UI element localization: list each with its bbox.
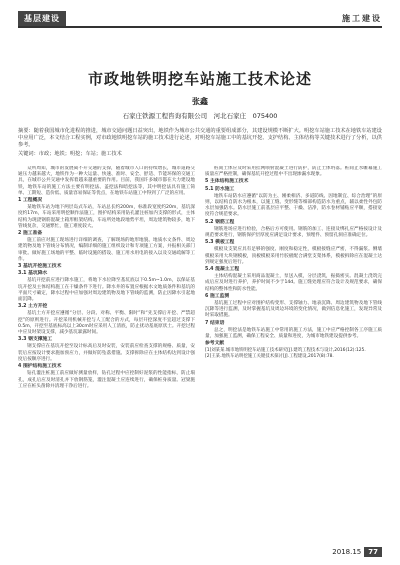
section-heading: 2 施工准备	[18, 231, 43, 237]
body-paragraph: 钢筋进场应进行检验，合格后方可使用。钢筋的加工、连接及绑扎应严格按设计及规范要求进行，钢筋保护层厚度应满足设计要求，预埋件、预留孔洞应准确定位。	[205, 226, 382, 239]
section-heading: 5.2 钢筋工程	[205, 219, 235, 225]
body-paragraph: 众所周知，城市的发展离不开交通的支撑，随着城市人口的持续增长，城市道路交通压力越来越大，地铁作为一种大运量、快速、准时、安全、舒适、节能环保的交通工具，在城市公共交通中发挥着越来越重要的作用。目前，我国许多城市都在大力建设地铁，地铁车站的施工方法主要有明挖法、盖挖法和暗挖法等，其中明挖法具有施工简单、工期短、造价低、质量容易保证等优点，在地铁车站施工中得到了广泛的应用。	[18, 166, 195, 196]
section-tag: 基层建设	[18, 11, 66, 26]
reference-item: [1]刘某某.城市地铁明挖车站施工技术研究[J].建筑工程技术与设计,2016(12):125.	[205, 348, 366, 354]
section-heading: 7 结束语	[205, 320, 225, 326]
section-heading: 5.1 防水施工	[205, 186, 235, 192]
page-footer	[18, 547, 382, 557]
body-paragraph: 基坑土方开挖应遵循“分层、分段、对称、平衡、限时”和“先支撑后开挖、严禁超挖”的原则进行。开挖采用机械开挖与人工配合的方式，每层开挖深度不宜超过支撑下0.5m，开挖至基底标高以上30cm时应采用人工清底，防止扰动基底原状土。开挖过程中应及时架设支撑，减少基坑暴露时间。	[18, 311, 195, 336]
author-affiliation: 石家庄铁源工程咨询有限公司 河北石家庄 075400	[122, 112, 278, 120]
issue-number: 2018.15	[332, 548, 362, 556]
section-heading: 3 基坑开挖施工技术	[18, 264, 62, 270]
body-paragraph: 地铁车站防水应遵循“以防为主、刚柔相济、多道防线、因地制宜、综合治理”的原则，以结构自防水为根本，以施工缝、变形缝等细部构造防水为重点，辅以柔性外包防水层加强防水。防水层施工前基层应平整、干燥、洁净，防水卷材铺贴应平顺，搭接宽度符合规范要求。	[205, 193, 382, 218]
article-keywords: 关键词：市政；地铁；明挖；车站；施工技术	[18, 151, 122, 157]
reference-item: [2]王某.地铁车站明挖施工关键技术探讨[J].工程建设,2017(8):78.	[205, 354, 334, 360]
body-paragraph: 总之，明挖法是地铁车站施工中常用的施工方法，施工中应严格控制各工序施工质量，加强施工监测，确保工程安全、质量和进度，为城市地铁建设提供参考。	[205, 327, 382, 340]
section-heading: 5 主体结构施工技术	[205, 179, 249, 185]
section-heading: 4 围护结构施工技术	[18, 364, 62, 370]
section-heading: 6 施工监测	[205, 293, 230, 299]
article-body	[18, 166, 382, 561]
section-heading: 5.4 混凝土工程	[205, 267, 240, 273]
body-column-right	[205, 166, 382, 561]
body-paragraph: 桩间土体应及时采用挂网喷射混凝土进行防护，防止土体坍落。桩间止水帷幕施工质量应严格控制，确保基坑开挖过程中不出现渗漏水现象。	[205, 166, 382, 178]
article-author: 张鑫	[192, 97, 208, 106]
section-heading: 1 工程概况	[18, 198, 43, 204]
column-tag: 施工建设	[342, 13, 382, 23]
body-paragraph: 基坑开挖前应进行降水施工，将地下水位降至基坑底以下0.5m~1.0m，以保证基坑开挖及主体结构施工在干燥条件下进行。降水井的布置应根据水文地质条件和基坑的平面尺寸确定，降水过程中应加强对周边建筑物及地下管线的监测，防止因降水引起地面沉降。	[18, 278, 195, 303]
body-paragraph: 主体结构混凝土采用商品混凝土，泵送入模，分层浇筑，振捣密实。混凝土浇筑完成后应及时进行养护，养护时间不少于14d。施工缝处理应符合设计及规范要求，确保结构的整体性和防水性能。	[205, 274, 382, 292]
body-paragraph: 钢支撑应在基坑开挖至设计标高后及时安装，安装前应检查支撑的规格、质量，安装后应按设计要求施加预应力，并做好防坠落措施。支撑拆除应在主体结构达到设计强度后按顺序进行。	[18, 344, 195, 362]
body-paragraph: 模板及支架应具有足够的强度、刚度和稳定性，模板接缝应严密，不得漏浆。侧墙模板采用大块钢模板，顶板模板采用竹胶板配合满堂支架体系，模板拆除应在混凝土达到规定强度后进行。	[205, 247, 382, 265]
section-heading: 3.1 基坑降水	[18, 271, 48, 277]
journal-header	[18, 10, 382, 28]
body-paragraph: 钻孔灌注桩施工前应做好测量放样，钻孔过程中应控制好泥浆的性能指标，防止塌孔，成孔后应及时清孔并下放钢筋笼，灌注混凝土应连续进行，确保桩身质量。冠梁施工应在桩头凿除并清理干净后进行。	[18, 371, 195, 389]
section-heading: 3.2 土方开挖	[18, 304, 48, 310]
body-column-left	[18, 166, 195, 561]
section-heading: 3.3 钢支撑施工	[18, 337, 53, 343]
page-number: 77	[364, 547, 382, 557]
section-heading: 参考文献	[205, 341, 225, 347]
body-paragraph: 某地铁车站为地下两层岛式车站，车站总长约200m，标准段宽度约20m，基坑深度约17m，车站采用明挖顺作法施工，围护结构采用钻孔灌注桩加内支撑的形式，主体结构为现浇钢筋混凝土箱形框架结构。车站所处地段地势平坦，周边建筑物较多，地下管线复杂，交通繁忙，施工难度较大。	[18, 205, 195, 229]
section-heading: 5.3 模板工程	[205, 240, 235, 246]
body-paragraph: 基坑施工过程中应对围护结构变形、支撑轴力、地表沉降、周边建筑物及地下管线沉降等进行监测，及时掌握基坑及周边环境的变化情况，做到信息化施工，发现异常及时采取措施。	[205, 301, 382, 319]
body-paragraph: 施工前应对施工现场进行详细的调查，了解现场的地形地貌、地质水文条件、周边建筑物及地下管线分布情况，编制详细的施工组织设计和专项施工方案，并报相关部门审批。做好施工场地的平整、临时设施的搭设、施工用水用电的接入以及交通疏解等工作。	[18, 238, 195, 262]
article-abstract: 摘要：随着我国城市化进程的推进，城市交通问题日益突出，地铁作为城市公共交通的重要组成部分，其建设规模不断扩大。明挖车站施工技术在地铁车站建设中应用广泛，本文结合工程实例，对市政地铁明挖车站的施工技术进行论述，对明挖车站施工中的基坑开挖、支护结构、主体结构等关键技术进行了分析，以供参考。	[18, 128, 382, 148]
article-title: 市政地铁明挖车站施工技术论述	[87, 70, 312, 88]
